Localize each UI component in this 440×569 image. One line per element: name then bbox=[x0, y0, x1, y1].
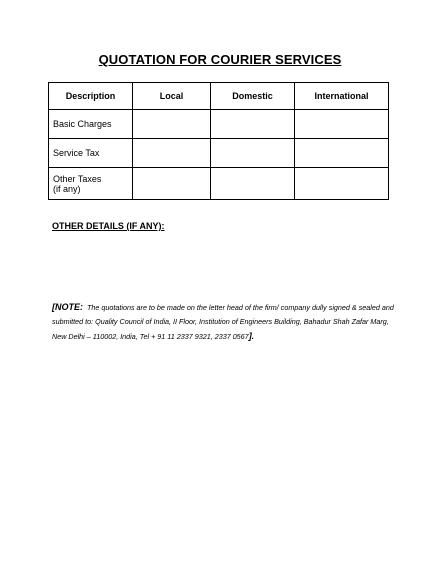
note-suffix: ]. bbox=[248, 331, 255, 341]
cell-international bbox=[295, 139, 389, 168]
cell-international bbox=[295, 110, 389, 139]
cell-international bbox=[295, 168, 389, 200]
cell-domestic bbox=[211, 110, 295, 139]
row-description-line: (if any) bbox=[53, 183, 81, 194]
note-prefix: [NOTE: bbox=[52, 302, 83, 312]
header-domestic: Domestic bbox=[211, 83, 295, 110]
cell-local bbox=[133, 168, 211, 200]
row-description: Basic Charges bbox=[49, 110, 133, 139]
cell-local bbox=[133, 110, 211, 139]
note-body: The quotations are to be made on the letter head of the firm/ company dully signed & sealed and submitted to: Quality Council of India, II Floor, Institution of Engineers Building, Bahadur Shah Zafar Marg, New Delhi – 110002, India, Tel + 91 11 2337 9321, 2337 0567 bbox=[52, 303, 394, 341]
header-description: Description bbox=[49, 83, 133, 110]
cell-domestic bbox=[211, 168, 295, 200]
row-description-line: Other Taxes bbox=[53, 173, 102, 184]
header-international: International bbox=[295, 83, 389, 110]
quotation-table bbox=[48, 82, 389, 200]
cell-domestic bbox=[211, 139, 295, 168]
other-details-heading: OTHER DETAILS (IF ANY): bbox=[52, 221, 165, 231]
table-header-row bbox=[49, 83, 389, 110]
row-description bbox=[49, 168, 133, 200]
page-title: QUOTATION FOR COURIER SERVICES bbox=[98, 52, 342, 67]
cell-local bbox=[133, 139, 211, 168]
table-row bbox=[49, 139, 389, 168]
row-description: Service Tax bbox=[49, 139, 133, 168]
table-row bbox=[49, 168, 389, 200]
table-row bbox=[49, 110, 389, 139]
header-local: Local bbox=[133, 83, 211, 110]
note-paragraph bbox=[52, 300, 397, 344]
